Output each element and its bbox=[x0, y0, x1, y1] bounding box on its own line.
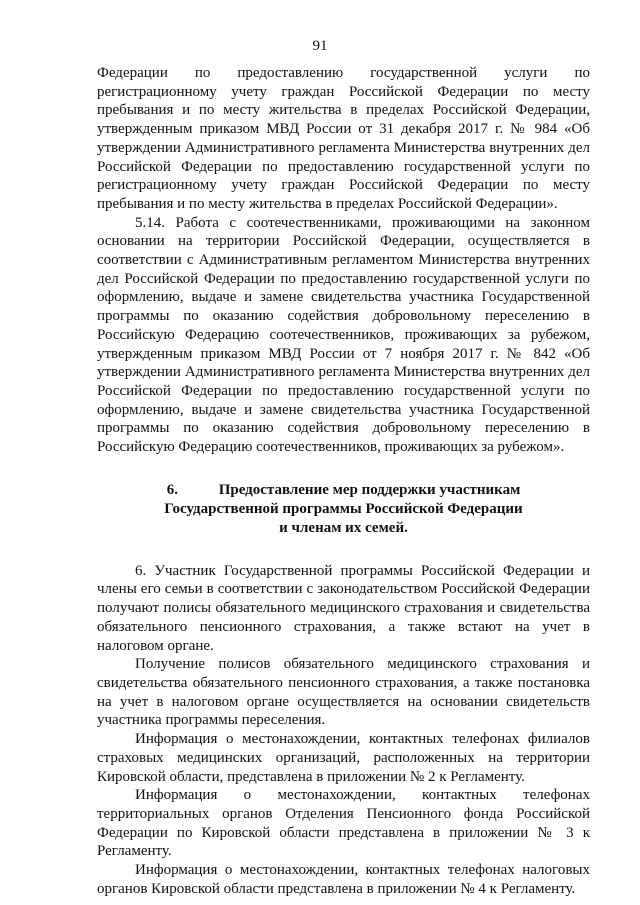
paragraph-6: 6. Участник Государственной программы Российской Федерации и члены его семьи в соответствии с законодательством Российской Федерации получают полисы обязательного медицинского страхования и свидетельства обязательного пенсионного страхования, а также встают на учет в налоговом органе. bbox=[97, 562, 590, 654]
section-heading-line-1 bbox=[97, 481, 590, 500]
paragraph-continuation: Федерации по предоставлению государственной услуги по регистрационному учету граждан Российской Федерации по месту пребывания и по месту жительства в пределах Российской Федерации, утвержденным приказом МВД России от 31 декабря 2017 г. № 984 «Об утверждении Административного регламента Министерства внутренних дел Российской Федерации по предоставлению государственной услуги по регистрационному учету граждан Российской Федерации по месту пребывания и по месту жительства в пределах Российской Федерации». bbox=[97, 65, 590, 212]
document-body bbox=[97, 64, 590, 898]
paragraph-5-14: 5.14. Работа с соотечественниками, проживающими на законном основании на территории Российской Федерации, осуществляется в соответствии с Административным регламентом Министерства внутренних дел Российской Федерации по предоставлению государственной услуги по оформлению, выдаче и замене свидетельства участника Государственной программы по оказанию содействия добровольному переселению в Российскую Федерацию соотечественников, проживающих за рубежом, утвержденным приказом МВД России от 7 ноября 2017 г. № 842 «Об утверждении Административного регламента Министерства внутренних дел Российской Федерации по предоставлению государственной услуги по оформлению, выдаче и замене свидетельства участника Государственной программы по оказанию содействия добровольному переселению в Российскую Федерацию соотечественников, проживающих за рубежом». bbox=[97, 214, 590, 456]
page-number: 91 bbox=[312, 38, 328, 54]
paragraph-pension-info: Информация о местонахождении, контактных телефонах территориальных органов Отделения Пенсионного фонда Российской Федерации по Кировской области представлена в приложении № 3 к Регламенту. bbox=[97, 787, 590, 860]
paragraph-policies: Получение полисов обязательного медицинского страхования и свидетельства обязательного пенсионного страхования, а также постановка на учет в налоговом органе осуществляется на основании свидетельств участника программы переселения. bbox=[97, 656, 590, 729]
section-number: 6. bbox=[166, 481, 178, 498]
paragraph-insurance-info: Информация о местонахождении, контактных телефонах филиалов страховых медицинских организаций, расположенных на территории Кировской области, представлена в приложении № 2 к Регламенту. bbox=[97, 731, 590, 785]
paragraph-tax-info: Информация о местонахождении, контактных телефонах налоговых органов Кировской области представлена в приложении № 4 к Регламенту. bbox=[97, 862, 590, 897]
section-heading bbox=[97, 481, 590, 538]
section-title-part-3: и членам их семей. bbox=[279, 519, 408, 536]
section-title-part-1: Предоставление мер поддержки участникам bbox=[218, 481, 521, 498]
section-title-part-2: Государственной программы Российской Федерации bbox=[164, 500, 523, 517]
